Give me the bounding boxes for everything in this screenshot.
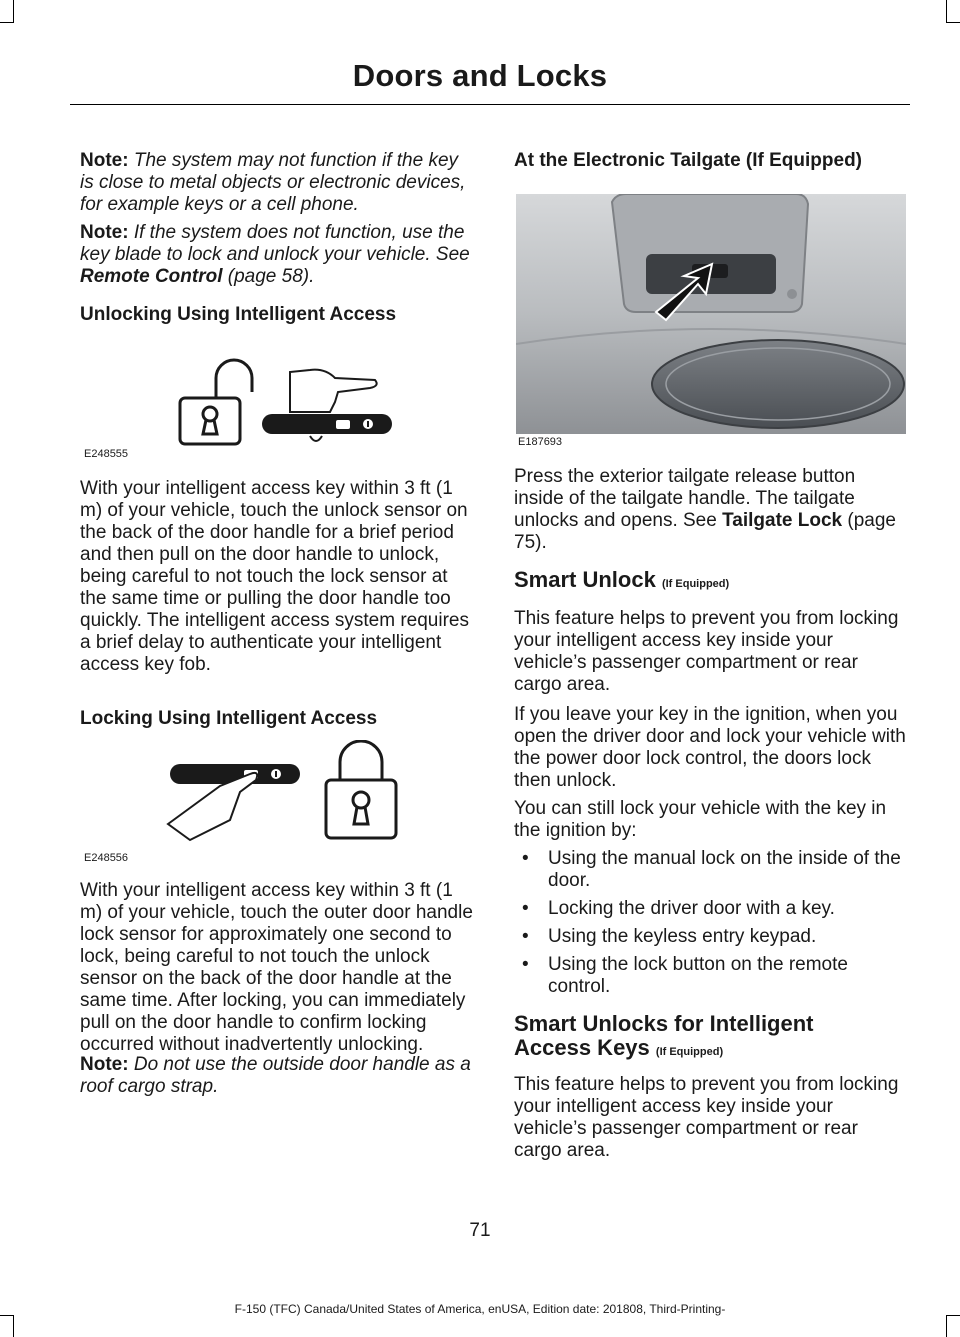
ford-emblem [652,340,904,428]
list-item: • Locking the driver door with a key. [522,898,835,919]
crop-mark [946,0,947,22]
tailgate-lock-link[interactable]: Tailgate Lock [722,510,843,531]
tailgate-figure [516,194,906,434]
page-header [0,58,960,94]
list-item: • Using the lock button on the remote control. [522,954,848,997]
remote-control-link[interactable]: Remote Control [80,266,223,287]
unlocked-padlock-icon [180,360,252,444]
lock-figure [160,740,480,850]
smart-unlock-paragraph-3: You can still lock your vehicle with the key in the ignition by: [514,798,887,841]
note-3: Note: Do not use the outside door handle as a roof cargo strap. [80,1054,471,1097]
locked-padlock-icon [326,741,396,838]
edition-info: F-150 (TFC) Canada/United States of America, enUSA, Edition date: 201808, Third-Printing- [234,1302,726,1316]
figure-id: E248555 [84,448,129,460]
tailgate-heading: At the Electronic Tailgate (If Equipped) [514,150,863,171]
header-rule [70,104,910,105]
page-number: 71 [469,1220,491,1241]
figure-id: E248556 [84,852,129,864]
list-item: • Using the manual lock on the inside of the door. [522,848,901,891]
note-1: Note: The system may not function if the key is close to metal objects or electronic devices, for example keys or a cell phone. [80,150,466,215]
smart-unlocks-ia-paragraph: This feature helps to prevent you from locking your intelligent access key inside your vehicle’s passenger compartment or rear cargo area. [514,1074,899,1161]
door-handle-icon [262,414,392,434]
unlock-figure [170,352,490,462]
crop-mark [946,22,960,23]
figure-id: E187693 [518,436,563,448]
tailgate-handle [612,194,808,312]
crop-mark [0,22,14,23]
smart-unlocks-ia-heading: Smart Unlocks for Intelligent Access Keys (If Equipped) [514,1011,814,1060]
note-2: Note: If the system does not function, use the key blade to lock and unlock your vehicle. See Remote Control (page 58). [80,222,470,287]
smart-unlock-paragraph-2: If you leave your key in the ignition, when you open the driver door and lock your vehicle with the power door lock control, the doors lock then unlock. [514,704,906,791]
crop-mark [946,1315,947,1337]
list-item: • Using the keyless entry keypad. [522,926,817,947]
crop-mark [13,0,14,22]
unlock-paragraph: With your intelligent access key within 3 ft (1 m) of your vehicle, touch the unlock sensor on the back of the door handle for a brief period and then pull on the door handle to unlock, being careful to not touch the lock sensor at the same time or pulling the door handle too quickly. The intelligent access system requires a brief delay to authenticate your intelligent access key fob. [80,478,469,675]
smart-unlock-heading: Smart Unlock (If Equipped) [514,567,730,592]
smart-unlock-paragraph: This feature helps to prevent you from locking your intelligent access key inside your vehicle’s passenger compartment or rear cargo area. [514,608,899,695]
unlock-heading: Unlocking Using Intelligent Access [80,304,397,325]
tailgate-paragraph: Press the exterior tailgate release button inside of the tailgate handle. The tailgate unlocks and opens. See Tailgate Lock (page 75). [514,466,896,553]
lock-heading: Locking Using Intelligent Access [80,708,378,729]
page-title: Doors and Locks [352,58,608,93]
lock-paragraph: With your intelligent access key within 3 ft (1 m) of your vehicle, touch the outer door handle lock sensor for approximately one second to lock, being careful to not touch the unlock sensor on the back of the door handle at the same time. After locking, you can immediately pull on the door handle to confirm locking occurred without inadvertently unlocking. [80,880,473,1055]
crop-mark [13,1315,14,1337]
